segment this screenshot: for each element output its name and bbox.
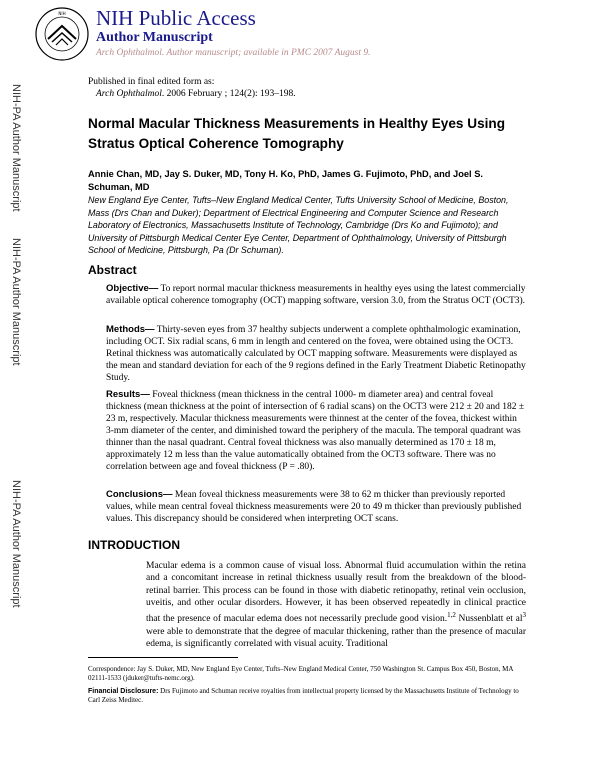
intro-text-b: Nussenblatt et al (455, 614, 523, 625)
author-manuscript-label: Author Manuscript (96, 30, 213, 45)
article-title: Normal Macular Thickness Measurements in Healthy Eyes Using Stratus Optical Coherence Tomography (88, 116, 506, 151)
disclosure-text: Drs Fujimoto and Schuman receive royalties from intellectual property licensed by the Massachusetts Institute of Technology to Carl Zeiss Meditec. (88, 687, 519, 705)
intro-text-a: Macular edema is a common cause of visual loss. Abnormal fluid accumulation within the retina and a concomitant increase in retinal thickness usually result from the breakdown of the blood-retinal barrier. This process can be found in those with diabetic retinopathy, retinal vein occlusion, uveitis, and other ocular disorders. However, it has been observed repeatedly in clinical practice that the presence of macular edema does not necessarily preclude good vision. (146, 561, 526, 625)
intro-text-c: were able to demonstrate that the degree of macular thickening, rather than the presence of macular edema, is significantly correlated with visual acuity. Traditional (146, 626, 526, 649)
objective-label: Objective— (106, 283, 159, 294)
objective-text: To report normal macular thickness measurements in healthy eyes using the latest commercially available optical coherence tomography (OCT) mapping software, version 3.0, from the Stratus OCT (OCT3). (106, 284, 526, 306)
nih-seal-logo (34, 6, 90, 62)
intro-ref-a: 1,2 (447, 611, 456, 620)
disclosure-footnote (88, 687, 528, 705)
abstract-results (106, 389, 526, 473)
abstract-objective (106, 283, 526, 307)
intro-ref-b: 3 (522, 611, 526, 620)
abstract-methods (106, 324, 526, 384)
author-affiliations: New England Eye Center, Tufts–New England Medical Center, Tufts University School of Medicine, Boston, Mass (Drs Chan and Duker); Department of Electrical Engineering and Computer Science and Research Laboratory of Electronics, Massachusetts Institute of Technology, Cambridge (Drs Ko and Fujimoto); and University of Pittsburgh Medical Center Eye Center, Department of Ophthalmology, University of Pittsburgh School of Medicine, Pittsburgh, Pa (Dr Schuman). (88, 195, 509, 256)
methods-label: Methods— (106, 324, 155, 335)
nih-header (96, 7, 371, 59)
side-label-2: NIH-PA Author Manuscript (10, 238, 22, 366)
side-label-1: NIH-PA Author Manuscript (10, 84, 22, 212)
abstract-heading: Abstract (88, 263, 137, 277)
citation (88, 88, 296, 100)
publication-info (88, 76, 296, 100)
footnote-divider (88, 657, 238, 658)
side-label-3: NIH-PA Author Manuscript (10, 480, 22, 608)
abstract-conclusions (106, 489, 526, 525)
correspondence-footnote: Correspondence: Jay S. Duker, MD, New England Eye Center, Tufts–New England Medical Center, 750 Washington St. Campus Box 450, Boston, MA 02111-1533 (jduker@tufts-nemc.org). (88, 665, 514, 683)
citation-details: . 2006 February ; 124(2): 193–198. (161, 89, 296, 99)
introduction-paragraph (146, 560, 526, 650)
availability-note: Arch Ophthalmol. Author manuscript; available in PMC 2007 August 9. (96, 48, 371, 58)
journal-name: Arch Ophthalmol (96, 89, 162, 99)
introduction-heading: INTRODUCTION (88, 538, 180, 552)
published-line: Published in final edited form as: (88, 77, 215, 87)
conclusions-label: Conclusions— (106, 489, 173, 500)
results-text: Foveal thickness (mean thickness in the central 1000- m diameter area) and central foveal thickness (mean thickness at the point of intersection of 6 radial scans) on the OCT3 were 212 ± 20 and 182 ± 23 m, respectively. Macular thickness measurements were thinnest at the center of the fovea, thickest within 3-mm diameter of the center, and diminished toward the periphery of the macula. The temporal quadrant was thinner than the nasal quadrant. Central foveal thickness was also manually determined as 170 ± 18 m, approximately 12 m less than the value automatically obtained from the OCT3 software. There was no correlation between age and foveal thickness (P = .80). (106, 390, 525, 472)
conclusions-text: Mean foveal thickness measurements were 38 to 62 m thicker than previously reported values, while mean central foveal thickness measurements were 20 to 49 m thicker than previously published values. This discrepancy should be considered when interpreting OCT scans. (106, 490, 522, 524)
methods-text: Thirty-seven eyes from 37 healthy subjects underwent a complete ophthalmologic examination, including OCT. Six radial scans, 6 mm in length and centered on the fovea, were obtained using the OCT3. Retinal thickness was automatically calculated by OCT mapping software. Measurements were displayed as the mean and standard deviation for each of the 9 regions defined in the Early Treatment Diabetic Retinopathy Study. (106, 325, 526, 383)
disclosure-label: Financial Disclosure: (88, 688, 159, 695)
svg-text:NIH: NIH (58, 11, 66, 16)
article-authors: Annie Chan, MD, Jay S. Duker, MD, Tony H. Ko, PhD, James G. Fujimoto, PhD, and Joel S. Schuman, MD (88, 169, 484, 192)
nih-public-access-title: NIH Public Access (96, 6, 256, 30)
results-label: Results— (106, 389, 150, 400)
